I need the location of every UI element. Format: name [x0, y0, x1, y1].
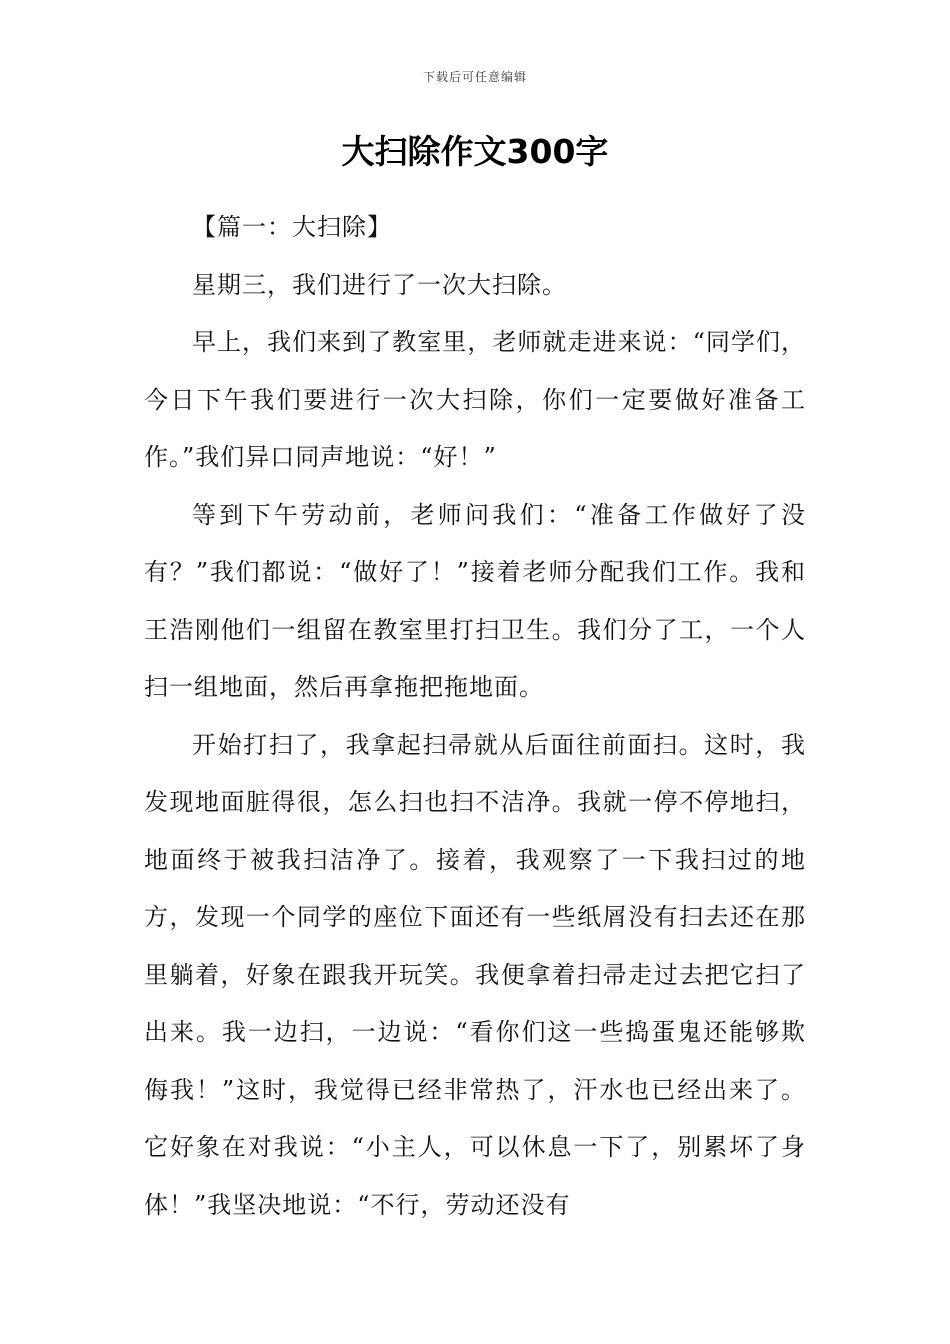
document-title: 大扫除作文300字: [341, 132, 609, 171]
header-note: 下载后可任意编辑: [422, 70, 527, 84]
paragraph: 开始打扫了，我拿起扫帚就从后面往前面扫。这时，我发现地面脏得很，怎么扫也扫不洁净。我就一停不停地扫，地面终于被我扫洁净了。接着，我观察了一下我扫过的地方，发现一个同学的座位下面还有一些纸屑没有扫去还在那里躺着，好象在跟我开玩笑。我便拿着扫帚走过去把它扫了出来。我一边扫，一边说：“看你们这一些捣蛋鬼还能够欺侮我！”这时，我觉得已经非常热了，汗水也已经出来了。它好象在对我说：“小主人，可以休息一下了，别累坏了身体！”我坚决地说：“不行，劳动还没有: [144, 730, 806, 1219]
paragraph: 星期三，我们进行了一次大扫除。: [192, 270, 567, 299]
document-body: [144, 199, 806, 1234]
paragraph: 早上，我们来到了教室里，老师就走进来说：“同学们，今日下午我们要进行一次大扫除，你们一定要做好准备工作。”我们异口同声地说：“好！”: [144, 328, 806, 471]
paragraph: 等到下午劳动前，老师问我们：“准备工作做好了没有？”我们都说：“做好了！”接着老师分配我们工作。我和王浩刚他们一组留在教室里打扫卫生。我们分了工，一个人扫一组地面，然后再拿拖把拖地面。: [144, 500, 806, 701]
section-heading: 【篇一：大扫除】: [192, 213, 392, 241]
